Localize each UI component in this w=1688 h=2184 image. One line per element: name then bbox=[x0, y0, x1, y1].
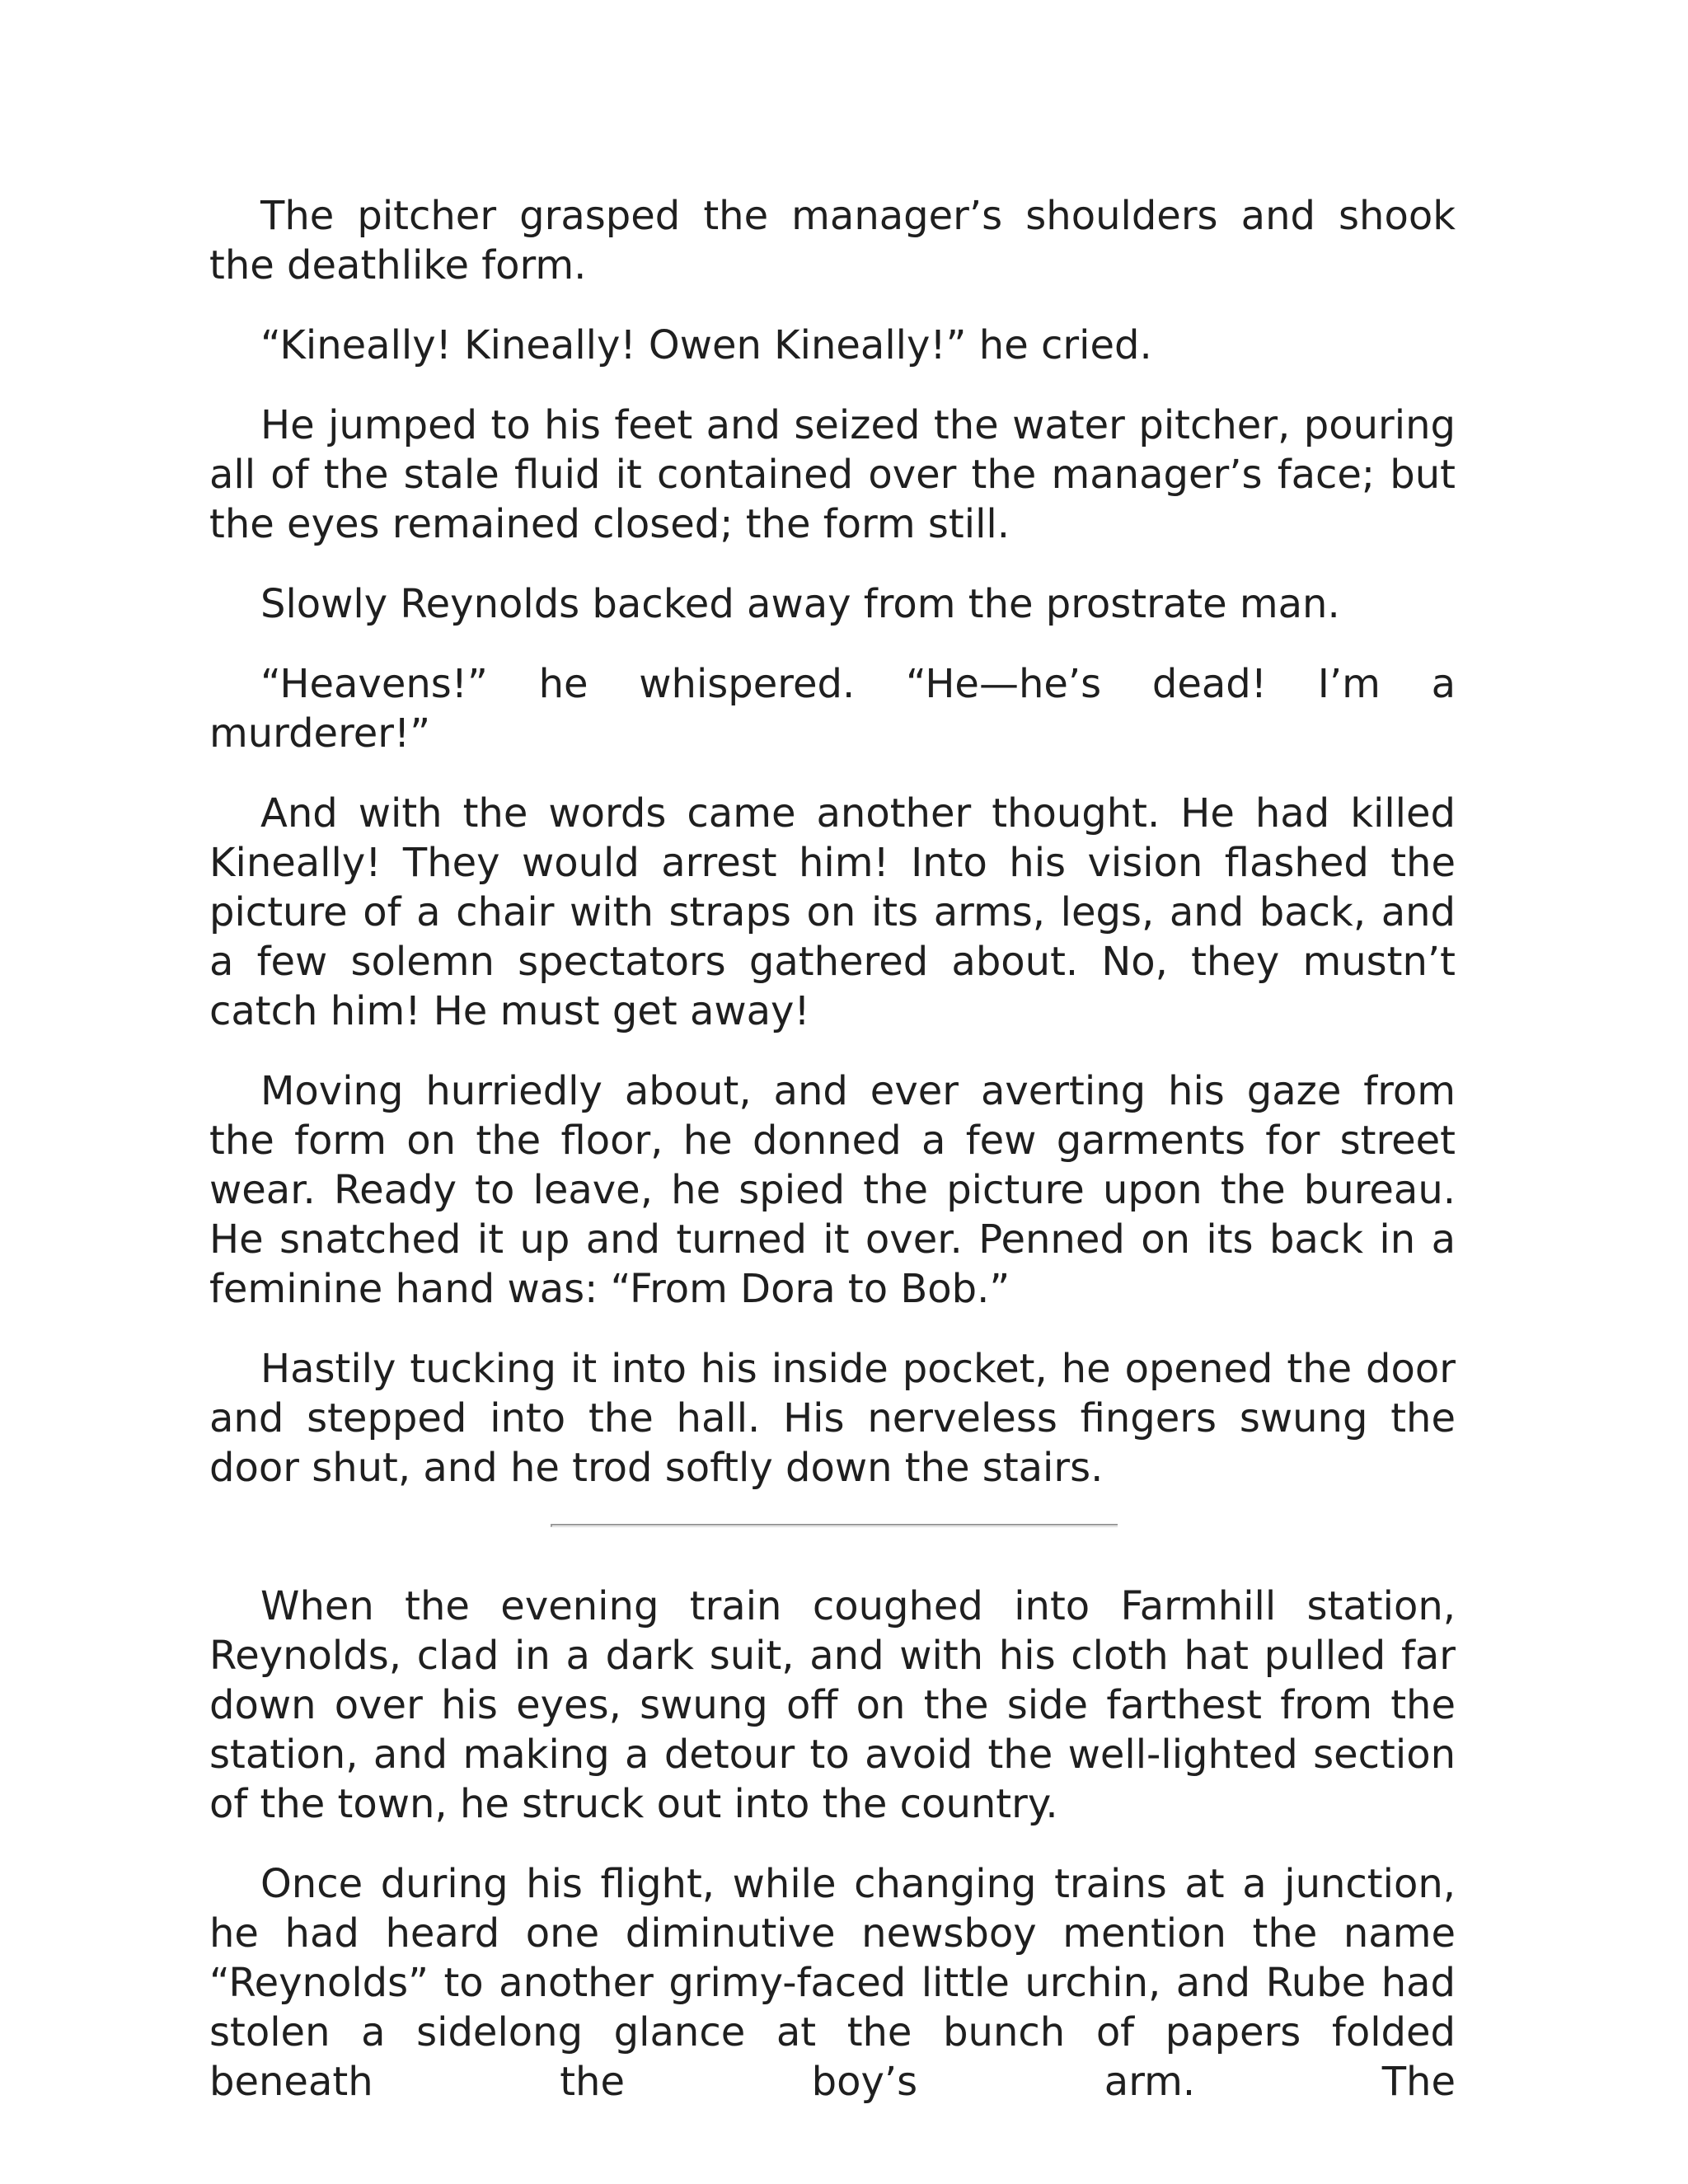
paragraph: And with the words came another thought. He had killed Kineally! They would arrest him! Into his vision flashed the picture of a chair with straps on its arms, legs, and back, and a few solemn spectators gathered about. No, they mustn’t catch him! He must get away! bbox=[209, 790, 1456, 1034]
paragraph: Hastily tucking it into his inside pocket, he opened the door and stepped into the hall. His nerveless fingers swung the door shut, and he trod softly down the stairs. bbox=[209, 1346, 1456, 1491]
paragraph: “Kineally! Kineally! Owen Kineally!” he cried. bbox=[260, 322, 1152, 368]
section-divider bbox=[551, 1524, 1118, 1527]
paragraph: The pitcher grasped the manager’s shoulders and shook the deathlike form. bbox=[209, 193, 1456, 288]
paragraph: He jumped to his feet and seized the water pitcher, pouring all of the stale fluid it contained over the manager’s face; but the eyes remained closed; the form still. bbox=[209, 402, 1456, 547]
paragraph: When the evening train coughed into Farmhill station, Reynolds, clad in a dark suit, and with his cloth hat pulled far down over his eyes, swung off on the side farthest from the station, and making a detour to avoid the well-lighted section of the town, he struck out into the country. bbox=[209, 1583, 1456, 1827]
paragraph: “Heavens!” he whispered. “He—he’s dead! I’m a murderer!” bbox=[209, 661, 1456, 757]
paragraph: Moving hurriedly about, and ever averting his gaze from the form on the floor, he donned a few garments for street wear. Ready to leave, he spied the picture upon the bureau. He snatched it up and turned it over. Penned on its back in a feminine hand was: “From Dora to Bob.” bbox=[209, 1068, 1456, 1312]
paragraph: Slowly Reynolds backed away from the prostrate man. bbox=[260, 581, 1340, 627]
paragraph: Once during his flight, while changing trains at a junction, he had heard one diminutive newsboy mention the name “Reynolds” to another grimy-faced little urchin, and Rube had stolen a sidelong glance at the bunch of papers folded beneath the boy’s arm. The bbox=[209, 1861, 1456, 2105]
book-page bbox=[209, 191, 1456, 2137]
